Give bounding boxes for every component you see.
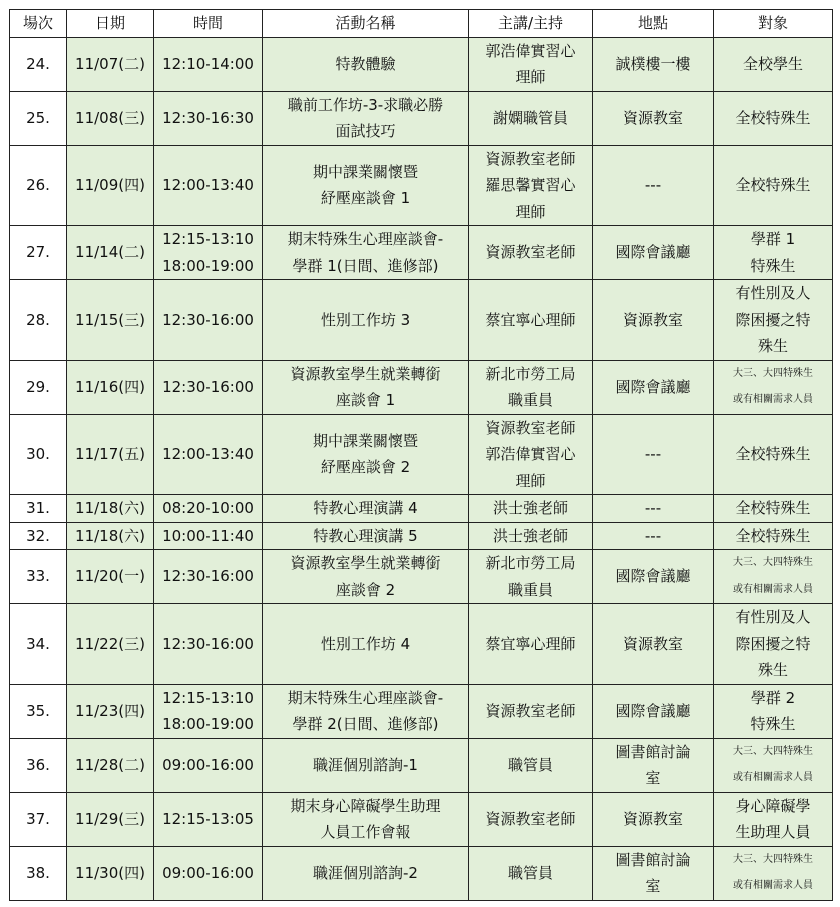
- cell-place: [593, 495, 714, 523]
- cell-activity-line: 學群 2(日間、進修部): [292, 715, 439, 733]
- cell-target-line: 學群 2: [750, 688, 796, 707]
- table-row: [10, 684, 833, 738]
- cell-target-line: 全校特殊生: [735, 176, 811, 194]
- cell-target-line: 際困擾之特: [735, 310, 811, 329]
- table-row: [10, 145, 833, 226]
- cell-target-line: 全校學生: [742, 54, 803, 73]
- cell-place-line: 誠樸樓一樓: [615, 54, 691, 73]
- cell-time: [154, 522, 263, 550]
- cell-time-line: 12:15-13:05: [162, 809, 254, 828]
- cell-place: [593, 226, 714, 280]
- cell-no: 28.: [10, 280, 67, 361]
- cell-time-line: 18:00-19:00: [162, 256, 254, 275]
- cell-date: 11/08(三): [67, 91, 154, 145]
- cell-time-line: 09:00-16:00: [162, 755, 254, 774]
- cell-time-line: 18:00-19:00: [162, 715, 254, 733]
- cell-no: 34.: [10, 604, 67, 685]
- cell-target: [714, 226, 833, 280]
- cell-time-line: 12:00-13:40: [162, 176, 254, 194]
- cell-target-line: 有性別及人: [735, 284, 811, 302]
- header-activity: 活動名稱: [263, 10, 469, 38]
- cell-activity: [263, 280, 469, 361]
- cell-place-line: 圖書館討論: [615, 850, 691, 869]
- cell-time-line: 12:15-13:10: [162, 230, 254, 248]
- cell-host-line: 郭浩偉實習心: [485, 445, 576, 463]
- cell-place: [593, 37, 714, 91]
- cell-place-line: 室: [645, 877, 661, 895]
- cell-time-line: 12:30-16:00: [162, 310, 254, 329]
- cell-host: [469, 91, 593, 145]
- cell-host: [469, 738, 593, 792]
- cell-time: [154, 495, 263, 523]
- cell-target-line: 際困擾之特: [735, 634, 811, 653]
- table-row: [10, 280, 833, 361]
- cell-target-line: 學群 1: [750, 230, 796, 248]
- cell-place-line: 國際會議廳: [615, 243, 691, 262]
- cell-target-line: 全校特殊生: [735, 108, 811, 127]
- cell-target: [714, 550, 833, 604]
- table-row: [10, 738, 833, 792]
- cell-activity-line: 座談會 2: [335, 580, 396, 599]
- cell-activity-line: 期末特殊生心理座談會-: [287, 230, 444, 248]
- cell-time-line: 12:30-16:00: [162, 377, 254, 396]
- cell-place: [593, 738, 714, 792]
- cell-no: 32.: [10, 522, 67, 550]
- cell-place: [593, 91, 714, 145]
- cell-target: [714, 684, 833, 738]
- cell-time-line: 12:10-14:00: [162, 54, 254, 73]
- cell-host: [469, 495, 593, 523]
- cell-place-line: 圖書館討論: [615, 742, 691, 761]
- cell-target-line: 身心障礙學: [735, 796, 811, 815]
- cell-target: [714, 360, 833, 414]
- cell-activity-line: 特教體驗: [335, 54, 396, 73]
- cell-time: [154, 550, 263, 604]
- cell-activity: [263, 522, 469, 550]
- cell-place: [593, 145, 714, 226]
- cell-target-line: 特殊生: [750, 256, 796, 275]
- cell-host-line: 洪士強老師: [492, 526, 568, 545]
- header-target: 對象: [714, 10, 833, 38]
- cell-target-line: 全校特殊生: [735, 499, 811, 517]
- cell-date: 11/29(三): [67, 792, 154, 846]
- cell-time: [154, 360, 263, 414]
- table-row: [10, 37, 833, 91]
- cell-date: 11/16(四): [67, 360, 154, 414]
- cell-host-line: 洪士強老師: [492, 499, 568, 517]
- cell-activity-line: 面試技巧: [335, 122, 396, 140]
- cell-activity-line: 人員工作會報: [320, 823, 411, 841]
- cell-place-line: ---: [644, 499, 662, 517]
- cell-host: [469, 792, 593, 846]
- cell-time-line: 12:30-16:00: [162, 567, 254, 586]
- cell-host-line: 蔡宜寧心理師: [485, 310, 576, 329]
- cell-time: [154, 414, 263, 495]
- cell-date: 11/30(四): [67, 846, 154, 900]
- cell-target: [714, 846, 833, 900]
- cell-target-line: 殊生: [757, 337, 788, 355]
- table-row: [10, 414, 833, 495]
- cell-host-line: 職管員: [507, 863, 553, 882]
- cell-target-line: 生助理人員: [735, 823, 811, 841]
- cell-activity: [263, 738, 469, 792]
- cell-no: 36.: [10, 738, 67, 792]
- cell-place-line: ---: [644, 176, 662, 194]
- cell-target-line: 有性別及人: [735, 608, 811, 626]
- header-time: 時間: [154, 10, 263, 38]
- cell-activity-line: 期中課業關懷暨: [312, 431, 418, 450]
- header-host: 主講/主持: [469, 10, 593, 38]
- cell-target: [714, 37, 833, 91]
- cell-date: 11/15(三): [67, 280, 154, 361]
- cell-activity-line: 職涯個別諮詢-1: [313, 755, 418, 774]
- cell-host-line: 羅思馨實習心: [485, 176, 576, 194]
- cell-host: [469, 280, 593, 361]
- cell-target: [714, 145, 833, 226]
- cell-host-line: 職重員: [507, 580, 553, 599]
- cell-date: 11/28(二): [67, 738, 154, 792]
- cell-target-line: 特殊生: [750, 715, 796, 733]
- cell-target: [714, 792, 833, 846]
- cell-place-line: 資源教室: [622, 634, 683, 653]
- cell-no: 37.: [10, 792, 67, 846]
- cell-activity: [263, 226, 469, 280]
- cell-time-line: 08:20-10:00: [162, 499, 254, 517]
- cell-no: 31.: [10, 495, 67, 523]
- cell-place: [593, 522, 714, 550]
- cell-host-line: 資源教室老師: [485, 418, 576, 437]
- cell-activity-line: 紓壓座談會 2: [320, 458, 411, 477]
- cell-activity-line: 資源教室學生就業轉銜: [290, 364, 441, 383]
- cell-host-line: 資源教室老師: [485, 243, 576, 262]
- table-row: [10, 495, 833, 523]
- cell-activity-line: 特教心理演講 4: [313, 499, 418, 517]
- cell-activity: [263, 495, 469, 523]
- cell-activity-line: 職涯個別諮詢-2: [313, 863, 418, 882]
- cell-time: [154, 91, 263, 145]
- cell-host: [469, 226, 593, 280]
- cell-host-line: 郭浩偉實習心: [485, 41, 576, 60]
- cell-target-line: 大三、大四特殊生: [733, 853, 813, 865]
- cell-date: 11/07(二): [67, 37, 154, 91]
- cell-place-line: 國際會議廳: [615, 377, 691, 396]
- cell-host-line: 新北市勞工局: [485, 554, 576, 572]
- cell-time: [154, 145, 263, 226]
- cell-target: [714, 414, 833, 495]
- cell-target-line: 或有相關需求人員: [733, 583, 813, 595]
- cell-host-line: 蔡宜寧心理師: [485, 634, 576, 653]
- cell-activity: [263, 792, 469, 846]
- cell-place-line: 國際會議廳: [615, 701, 691, 720]
- cell-place: [593, 360, 714, 414]
- cell-place: [593, 550, 714, 604]
- cell-target-line: 或有相關需求人員: [733, 880, 813, 891]
- cell-host-line: 職管員: [507, 755, 553, 774]
- cell-no: 33.: [10, 550, 67, 604]
- cell-date: 11/18(六): [67, 522, 154, 550]
- cell-host-line: 新北市勞工局: [485, 364, 576, 383]
- cell-target: [714, 495, 833, 523]
- cell-host-line: 資源教室老師: [485, 701, 576, 720]
- cell-activity: [263, 91, 469, 145]
- cell-activity-line: 職前工作坊-3-求職必勝: [287, 95, 444, 114]
- cell-place-line: ---: [644, 445, 662, 463]
- cell-time: [154, 604, 263, 685]
- table-row: [10, 226, 833, 280]
- cell-target: [714, 604, 833, 685]
- cell-host: [469, 684, 593, 738]
- cell-date: 11/17(五): [67, 414, 154, 495]
- cell-target-line: 大三、大四特殊生: [733, 745, 813, 757]
- cell-time-line: 12:00-13:40: [162, 445, 254, 463]
- cell-no: 27.: [10, 226, 67, 280]
- table-row: [10, 846, 833, 900]
- cell-no: 24.: [10, 37, 67, 91]
- cell-activity-line: 性別工作坊 3: [320, 310, 411, 329]
- header-date: 日期: [67, 10, 154, 38]
- table-row: [10, 604, 833, 685]
- cell-no: 29.: [10, 360, 67, 414]
- cell-no: 26.: [10, 145, 67, 226]
- cell-no: 25.: [10, 91, 67, 145]
- cell-time: [154, 846, 263, 900]
- cell-place-line: 資源教室: [622, 310, 683, 329]
- header-no: 場次: [10, 10, 67, 38]
- cell-time: [154, 280, 263, 361]
- cell-host: [469, 550, 593, 604]
- cell-host-line: 資源教室老師: [485, 809, 576, 828]
- cell-host-line: 資源教室老師: [485, 149, 576, 168]
- cell-host: [469, 846, 593, 900]
- cell-host: [469, 522, 593, 550]
- cell-time-line: 12:30-16:00: [162, 634, 254, 653]
- cell-place-line: 室: [645, 769, 661, 787]
- cell-activity-line: 性別工作坊 4: [320, 634, 411, 653]
- cell-place-line: ---: [644, 526, 662, 545]
- cell-host: [469, 37, 593, 91]
- cell-activity-line: 特教心理演講 5: [313, 526, 418, 545]
- header-row: [10, 10, 833, 38]
- cell-place: [593, 414, 714, 495]
- table-row: [10, 522, 833, 550]
- cell-activity-line: 學群 1(日間、進修部): [292, 256, 439, 275]
- table-row: [10, 550, 833, 604]
- cell-target-line: 或有相關需求人員: [733, 394, 813, 405]
- cell-activity: [263, 846, 469, 900]
- schedule-table: [9, 9, 833, 901]
- cell-host: [469, 360, 593, 414]
- cell-target-line: 或有相關需求人員: [733, 772, 813, 783]
- cell-activity: [263, 145, 469, 226]
- cell-time-line: 09:00-16:00: [162, 863, 254, 882]
- cell-time: [154, 226, 263, 280]
- cell-time: [154, 684, 263, 738]
- table-row: [10, 91, 833, 145]
- cell-place: [593, 846, 714, 900]
- cell-target: [714, 522, 833, 550]
- cell-target-line: 大三、大四特殊生: [733, 557, 813, 568]
- cell-place: [593, 604, 714, 685]
- cell-time-line: 10:00-11:40: [162, 526, 254, 545]
- table-row: [10, 792, 833, 846]
- cell-date: 11/18(六): [67, 495, 154, 523]
- cell-activity-line: 期末身心障礙學生助理: [290, 796, 441, 815]
- cell-target: [714, 738, 833, 792]
- cell-activity-line: 紓壓座談會 1: [320, 189, 411, 208]
- cell-target: [714, 280, 833, 361]
- header-place: 地點: [593, 10, 714, 38]
- cell-date: 11/23(四): [67, 684, 154, 738]
- cell-activity: [263, 684, 469, 738]
- cell-activity-line: 資源教室學生就業轉銜: [290, 554, 441, 572]
- cell-place: [593, 792, 714, 846]
- cell-host-line: 職重員: [507, 391, 553, 409]
- cell-target: [714, 91, 833, 145]
- cell-place-line: 國際會議廳: [615, 567, 691, 586]
- cell-date: 11/09(四): [67, 145, 154, 226]
- cell-target-line: 全校特殊生: [735, 445, 811, 463]
- cell-target-line: 殊生: [757, 661, 788, 679]
- cell-place-line: 資源教室: [622, 108, 683, 127]
- cell-date: 11/20(一): [67, 550, 154, 604]
- cell-place: [593, 684, 714, 738]
- cell-time-line: 12:15-13:10: [162, 688, 254, 707]
- cell-activity: [263, 37, 469, 91]
- cell-activity: [263, 550, 469, 604]
- cell-activity-line: 期中課業關懷暨: [312, 162, 418, 181]
- cell-host: [469, 414, 593, 495]
- cell-host: [469, 604, 593, 685]
- cell-host-line: 理師: [515, 471, 546, 490]
- cell-date: 11/22(三): [67, 604, 154, 685]
- cell-host-line: 謝嫻職管員: [492, 108, 568, 127]
- cell-time: [154, 37, 263, 91]
- cell-time-line: 12:30-16:30: [162, 108, 254, 127]
- cell-host-line: 理師: [515, 202, 546, 221]
- cell-activity-line: 期末特殊生心理座談會-: [287, 688, 444, 707]
- cell-target-line: 大三、大四特殊生: [733, 367, 813, 379]
- cell-target-line: 全校特殊生: [735, 526, 811, 545]
- cell-no: 35.: [10, 684, 67, 738]
- cell-activity: [263, 360, 469, 414]
- cell-time: [154, 792, 263, 846]
- cell-place-line: 資源教室: [622, 809, 683, 828]
- cell-activity: [263, 414, 469, 495]
- cell-activity-line: 座談會 1: [335, 391, 396, 409]
- cell-no: 30.: [10, 414, 67, 495]
- cell-host: [469, 145, 593, 226]
- cell-time: [154, 738, 263, 792]
- cell-no: 38.: [10, 846, 67, 900]
- cell-host-line: 理師: [515, 68, 546, 86]
- cell-activity: [263, 604, 469, 685]
- table-row: [10, 360, 833, 414]
- cell-date: 11/14(二): [67, 226, 154, 280]
- cell-place: [593, 280, 714, 361]
